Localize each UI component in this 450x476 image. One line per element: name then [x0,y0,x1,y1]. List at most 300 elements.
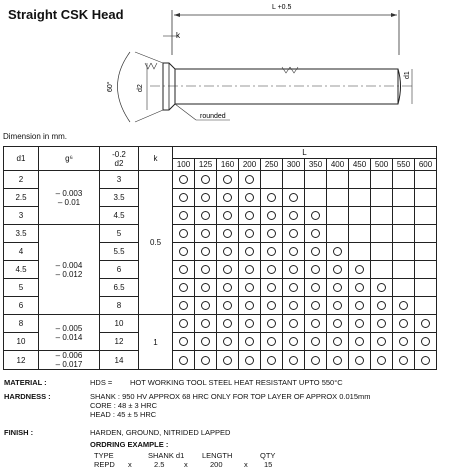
k-cell: 0.5 [139,171,173,315]
availability-cell [195,333,217,351]
available-circle-icon [201,283,210,292]
availability-cell [349,333,371,351]
availability-cell [261,261,283,279]
ordering-length-value: 200 [210,460,223,469]
availability-cell [327,279,349,297]
availability-cell [305,207,327,225]
material-text: HOT WORKING TOOL STEEL HEAT RESISTANT UPTO 550°C [130,378,343,387]
tolerance-cell: – 0.005 – 0.014 [39,315,100,351]
d2-cell: 4.5 [100,207,139,225]
available-circle-icon [179,356,188,365]
available-circle-icon [201,301,210,310]
available-circle-icon [289,283,298,292]
availability-cell [349,207,371,225]
availability-cell [305,261,327,279]
dimension-note: Dimension in mm. [3,132,68,141]
length-header: 450 [349,159,371,171]
available-circle-icon [223,337,232,346]
available-circle-icon [201,193,210,202]
material-label: MATERIAL : [4,378,47,387]
availability-cell [173,351,195,370]
header-k: k [139,147,173,171]
finish-label: FINISH : [4,428,34,437]
k-cell: 1 [139,315,173,370]
length-label: L +0.5 [272,4,292,11]
available-circle-icon [311,247,320,256]
available-circle-icon [311,211,320,220]
availability-cell [283,207,305,225]
availability-cell [371,297,393,315]
availability-cell [217,315,239,333]
availability-cell [239,171,261,189]
availability-cell [371,207,393,225]
ordering-length-header: LENGTH [202,451,233,460]
tolerance-cell: – 0.004 – 0.012 [39,225,100,315]
availability-cell [349,315,371,333]
d2-cell: 6 [100,261,139,279]
availability-cell [261,171,283,189]
available-circle-icon [267,283,276,292]
availability-cell [217,279,239,297]
available-circle-icon [201,319,210,328]
available-circle-icon [289,337,298,346]
available-circle-icon [179,319,188,328]
available-circle-icon [223,301,232,310]
availability-cell [371,261,393,279]
availability-cell [217,189,239,207]
d2-cell: 14 [100,351,139,370]
availability-cell [393,243,415,261]
availability-cell [371,171,393,189]
availability-cell [283,297,305,315]
availability-cell [415,315,437,333]
availability-cell [393,261,415,279]
table-row [4,171,437,189]
availability-cell [305,171,327,189]
available-circle-icon [245,356,254,365]
available-circle-icon [179,211,188,220]
tolerance-cell: – 0.003 – 0.01 [39,171,100,225]
availability-cell [349,297,371,315]
availability-cell [305,189,327,207]
available-circle-icon [289,301,298,310]
d2-label: d2 [137,84,144,92]
available-circle-icon [333,301,342,310]
d2-cell: 3.5 [100,189,139,207]
available-circle-icon [179,265,188,274]
d2-cell: 3 [100,171,139,189]
availability-cell [305,243,327,261]
ordering-title: ORDRING EXAMPLE : [90,440,169,449]
available-circle-icon [201,265,210,274]
length-header: 550 [393,159,415,171]
ordering-qty-value: 15 [264,460,273,469]
available-circle-icon [223,193,232,202]
availability-cell [283,261,305,279]
available-circle-icon [245,319,254,328]
header-L: L [173,147,437,159]
availability-cell [195,279,217,297]
available-circle-icon [289,265,298,274]
available-circle-icon [223,265,232,274]
available-circle-icon [179,229,188,238]
available-circle-icon [245,337,254,346]
availability-cell [239,279,261,297]
ordering-qty-header: QTY [260,451,276,460]
available-circle-icon [289,229,298,238]
availability-cell [393,315,415,333]
availability-cell [327,171,349,189]
d1-cell: 3 [4,207,39,225]
d2-cell: 6.5 [100,279,139,297]
availability-cell [283,189,305,207]
angle-label: 60° [107,81,114,92]
availability-cell [283,351,305,370]
available-circle-icon [201,211,210,220]
available-circle-icon [267,193,276,202]
available-circle-icon [267,319,276,328]
available-circle-icon [267,229,276,238]
length-header: 125 [195,159,217,171]
availability-cell [261,243,283,261]
availability-cell [195,225,217,243]
available-circle-icon [289,319,298,328]
available-circle-icon [333,319,342,328]
availability-cell [327,333,349,351]
d2-cell: 5.5 [100,243,139,261]
availability-cell [173,207,195,225]
length-header: 500 [371,159,393,171]
available-circle-icon [179,193,188,202]
availability-cell [371,351,393,370]
available-circle-icon [399,337,408,346]
available-circle-icon [333,356,342,365]
availability-cell [393,351,415,370]
available-circle-icon [355,301,364,310]
available-circle-icon [179,337,188,346]
available-circle-icon [421,356,430,365]
availability-cell [217,207,239,225]
availability-cell [283,333,305,351]
availability-cell [283,171,305,189]
availability-cell [195,261,217,279]
availability-cell [305,315,327,333]
available-circle-icon [333,265,342,274]
available-circle-icon [355,337,364,346]
table-row [4,315,437,333]
availability-cell [415,225,437,243]
available-circle-icon [223,211,232,220]
availability-cell [415,171,437,189]
ordering-type-header: TYPE [94,451,114,460]
available-circle-icon [267,247,276,256]
available-circle-icon [245,301,254,310]
availability-cell [393,189,415,207]
length-header: 160 [217,159,239,171]
available-circle-icon [289,247,298,256]
available-circle-icon [267,265,276,274]
header-d1: d1 [4,147,39,171]
availability-cell [173,225,195,243]
d2-cell: 5 [100,225,139,243]
available-circle-icon [267,301,276,310]
availability-cell [173,297,195,315]
availability-cell [217,171,239,189]
availability-cell [305,333,327,351]
available-circle-icon [245,175,254,184]
availability-cell [283,225,305,243]
available-circle-icon [201,247,210,256]
availability-cell [349,189,371,207]
available-circle-icon [377,337,386,346]
d2-cell: 10 [100,315,139,333]
available-circle-icon [201,337,210,346]
availability-cell [261,189,283,207]
available-circle-icon [179,247,188,256]
available-circle-icon [311,283,320,292]
available-circle-icon [333,283,342,292]
hardness-head: HEAD : 45 ± 5 HRC [90,410,157,419]
available-circle-icon [311,229,320,238]
d1-cell: 12 [4,351,39,370]
availability-cell [173,261,195,279]
hardness-label: HARDNESS : [4,392,51,401]
availability-cell [349,351,371,370]
availability-cell [239,315,261,333]
availability-cell [327,225,349,243]
d1-cell: 4.5 [4,261,39,279]
availability-cell [371,279,393,297]
length-header: 400 [327,159,349,171]
ordering-x-3: x [244,460,248,469]
availability-cell [239,333,261,351]
length-header: 250 [261,159,283,171]
table-row [4,225,437,243]
available-circle-icon [377,319,386,328]
availability-cell [239,351,261,370]
availability-cell [305,225,327,243]
availability-cell [239,207,261,225]
available-circle-icon [245,283,254,292]
availability-cell [195,207,217,225]
available-circle-icon [267,356,276,365]
availability-cell [415,261,437,279]
spec-table [3,146,437,370]
availability-cell [371,315,393,333]
available-circle-icon [223,319,232,328]
available-circle-icon [267,211,276,220]
available-circle-icon [377,356,386,365]
ordering-x-2: x [184,460,188,469]
availability-cell [217,333,239,351]
available-circle-icon [289,211,298,220]
available-circle-icon [355,283,364,292]
available-circle-icon [399,356,408,365]
available-circle-icon [399,301,408,310]
availability-cell [415,297,437,315]
availability-cell [195,297,217,315]
header-g: g⁶ [39,147,100,171]
available-circle-icon [289,356,298,365]
available-circle-icon [223,229,232,238]
availability-cell [261,279,283,297]
ordering-shank-header: SHANK d1 [148,451,185,460]
available-circle-icon [223,356,232,365]
availability-cell [217,243,239,261]
length-header: 200 [239,159,261,171]
available-circle-icon [377,283,386,292]
availability-cell [415,333,437,351]
available-circle-icon [223,283,232,292]
header-d2: -0.2 d2 [100,147,139,171]
availability-cell [283,243,305,261]
available-circle-icon [333,247,342,256]
available-circle-icon [355,265,364,274]
ordering-x-1: x [128,460,132,469]
available-circle-icon [245,229,254,238]
ordering-type-value: REPD [94,460,115,469]
availability-cell [415,189,437,207]
availability-cell [217,297,239,315]
availability-cell [283,315,305,333]
availability-cell [371,333,393,351]
finish-text: HARDEN, GROUND, NITRIDED LAPPED [90,428,231,437]
availability-cell [327,261,349,279]
availability-cell [217,351,239,370]
availability-cell [371,225,393,243]
available-circle-icon [311,265,320,274]
available-circle-icon [201,356,210,365]
availability-cell [393,207,415,225]
available-circle-icon [245,247,254,256]
availability-cell [173,315,195,333]
availability-cell [195,351,217,370]
availability-cell [393,225,415,243]
material-code: HDS = [90,378,113,387]
availability-cell [305,279,327,297]
availability-cell [327,207,349,225]
available-circle-icon [311,301,320,310]
available-circle-icon [355,319,364,328]
rounded-label: rounded [200,113,226,120]
available-circle-icon [201,175,210,184]
available-circle-icon [311,337,320,346]
d1-cell: 10 [4,333,39,351]
d1-cell: 4 [4,243,39,261]
available-circle-icon [311,356,320,365]
available-circle-icon [333,337,342,346]
table-row [4,351,437,370]
availability-cell [393,333,415,351]
availability-cell [173,333,195,351]
availability-cell [327,351,349,370]
available-circle-icon [311,319,320,328]
availability-cell [393,171,415,189]
availability-cell [173,279,195,297]
availability-cell [371,189,393,207]
availability-cell [415,243,437,261]
availability-cell [327,297,349,315]
available-circle-icon [179,175,188,184]
availability-cell [349,225,371,243]
ordering-shank-value: 2.5 [154,460,165,469]
length-header: 350 [305,159,327,171]
availability-cell [239,261,261,279]
d1-cell: 2 [4,171,39,189]
availability-cell [195,315,217,333]
availability-cell [349,171,371,189]
available-circle-icon [399,319,408,328]
d1-cell: 5 [4,279,39,297]
availability-cell [195,171,217,189]
pin-drawing [0,0,450,132]
availability-cell [393,297,415,315]
availability-cell [327,189,349,207]
availability-cell [173,171,195,189]
available-circle-icon [421,337,430,346]
available-circle-icon [223,247,232,256]
availability-cell [305,297,327,315]
availability-cell [261,297,283,315]
d2-cell: 8 [100,297,139,315]
available-circle-icon [355,356,364,365]
k-label: k [176,31,180,40]
availability-cell [239,297,261,315]
availability-cell [239,225,261,243]
d1-cell: 2.5 [4,189,39,207]
d2-cell: 12 [100,333,139,351]
availability-cell [239,243,261,261]
length-header: 300 [283,159,305,171]
availability-cell [305,351,327,370]
availability-cell [349,279,371,297]
d1-cell: 8 [4,315,39,333]
availability-cell [415,351,437,370]
d1-cell: 6 [4,297,39,315]
available-circle-icon [245,211,254,220]
availability-cell [415,279,437,297]
availability-cell [217,225,239,243]
availability-cell [371,243,393,261]
available-circle-icon [201,229,210,238]
availability-cell [261,351,283,370]
tolerance-cell: – 0.006 – 0.017 [39,351,100,370]
availability-cell [239,189,261,207]
availability-cell [327,243,349,261]
available-circle-icon [245,193,254,202]
available-circle-icon [223,175,232,184]
availability-cell [195,189,217,207]
availability-cell [415,207,437,225]
available-circle-icon [179,283,188,292]
available-circle-icon [267,337,276,346]
availability-cell [261,315,283,333]
length-header: 100 [173,159,195,171]
hardness-shank: SHANK : 950 HV APPROX 68 HRC ONLY FOR TOP LAYER OF APPROX 0.015mm [90,392,371,401]
availability-cell [349,261,371,279]
availability-cell [349,243,371,261]
d1-label: d1 [404,71,411,79]
available-circle-icon [245,265,254,274]
availability-cell [217,261,239,279]
length-header: 600 [415,159,437,171]
availability-cell [261,333,283,351]
availability-cell [261,225,283,243]
available-circle-icon [377,301,386,310]
hardness-core: CORE : 48 ± 3 HRC [90,401,158,410]
availability-cell [173,243,195,261]
available-circle-icon [289,193,298,202]
